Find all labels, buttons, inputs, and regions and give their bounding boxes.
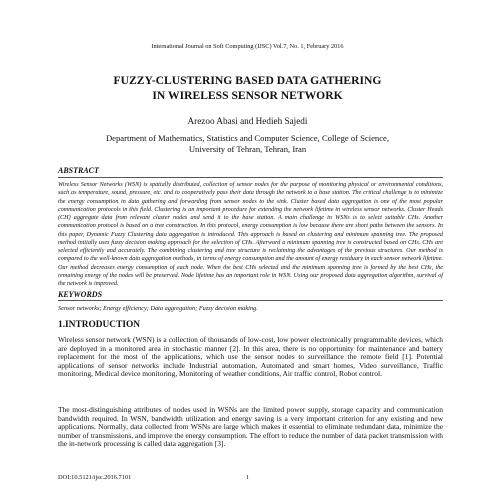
keywords-heading: KEYWORDS <box>58 290 103 299</box>
title-line-2: IN WIRELESS SENSOR NETWORK <box>152 89 343 102</box>
abstract-text: Wireless Sensor Networks (WSN) is spatially distributed, collection of sensor nodes for the purpose of monitoring physical or environmental conditions, such as temperature, sound, pressure, etc. and to cooperatively pass their data through the network to a base station. The critical challenge is to minimize the energy consumption in data gathering and forwarding from sensor nodes to the sink. Cluster based data aggregation is one of the most popular communication protocols in this field. Clustering is an important procedure for extending the network lifetime in wireless sensor networks. Cluster Heads (CH) aggregate data from relevant cluster nodes and send it to the base station. A main challenge in WSNs is to select suitable CHs. Another communication protocol is based on a tree construction. In this protocol, energy consumption is low because there are short paths between the sensors. In this paper, Dynamic Fuzzy Clustering data aggregation is introduced. This approach is based on clustering and minimum spanning tree. The proposed method initially uses fuzzy decision making approach for the selection of CHs. Afterward a minimum spanning tree is constructed based on CHs. CHs are selected efficiently and accurately. The combining clustering and tree structure is reclaiming the advantages of the previous structures. Our method is compared to the well-known data aggregation methods, in terms of energy consumption and the amount of energy residuary in each sensor network lifetime. Our method decreases energy consumption of each node. When the best CHs selected and the minimum spanning tree is formed by the best CHs, the remaining energy of the nodes will be preserved. Node lifetime has an important role in WSN. Using our proposed data aggregation algorithm, survival of the network is improved. <box>58 182 443 287</box>
intro-paragraph-1: Wireless sensor network (WSN) is a collection of thousands of low-cost, low power electronically programmable devices, which are deployed in a monitored area in stochastic manner [2]. In this area, there is no opportunity for maintenance and battery replacement for the most of the applications, which use the sensor nodes to surveillance the remote field [1]. Potential applications of sensor networks include Industrial automation, Automated and smart homes, Video surveillance, Traffic monitoring, Medical device monitoring, Monitoring of weather conditions, Air traffic control, Robot control. <box>58 335 443 379</box>
doi[interactable]: DOI:10.5121/ijsc.2016.7101 <box>58 474 132 481</box>
paper-title <box>60 73 435 103</box>
authors: Arezoo Abasi and Hedieh Sajedi <box>187 116 308 126</box>
intro-paragraph-2: The most-distinguishing attributes of nodes used in WSNs are the limited power supply, storage capacity and communication bandwidth required. In WSN, bandwidth utilization and energy saving is a very important criterion for any existing and new applications. Normally, data collected from WSNs are large which makes it essential to eliminate redundant data, minimize the number of transmissions, and improve the energy consumption. The effort to reduce the number of data packet transmission with the in-network processing is called data aggregation [3]. <box>58 405 443 449</box>
keywords-text: Sensor networks; Energy efficiency; Data aggregation; Fuzzy decision making. <box>58 305 258 312</box>
page-number: 1 <box>245 474 250 481</box>
affiliation-line-1: Department of Mathematics, Statistics and Computer Science, College of Science, <box>105 133 390 143</box>
title-line-1: FUZZY-CLUSTERING BASED DATA GATHERING <box>113 74 382 87</box>
abstract-heading: ABSTRACT <box>58 166 99 175</box>
introduction-heading: 1.INTRODUCTION <box>58 320 141 330</box>
affiliation <box>40 133 455 154</box>
journal-header: International Journal on Soft Computing (IJSC) Vol.7, No. 1, February 2016 <box>151 43 344 50</box>
keywords-rule <box>58 300 443 301</box>
abstract-rule <box>58 177 443 178</box>
affiliation-line-2: University of Tehran, Tehran, Iran <box>188 143 307 154</box>
